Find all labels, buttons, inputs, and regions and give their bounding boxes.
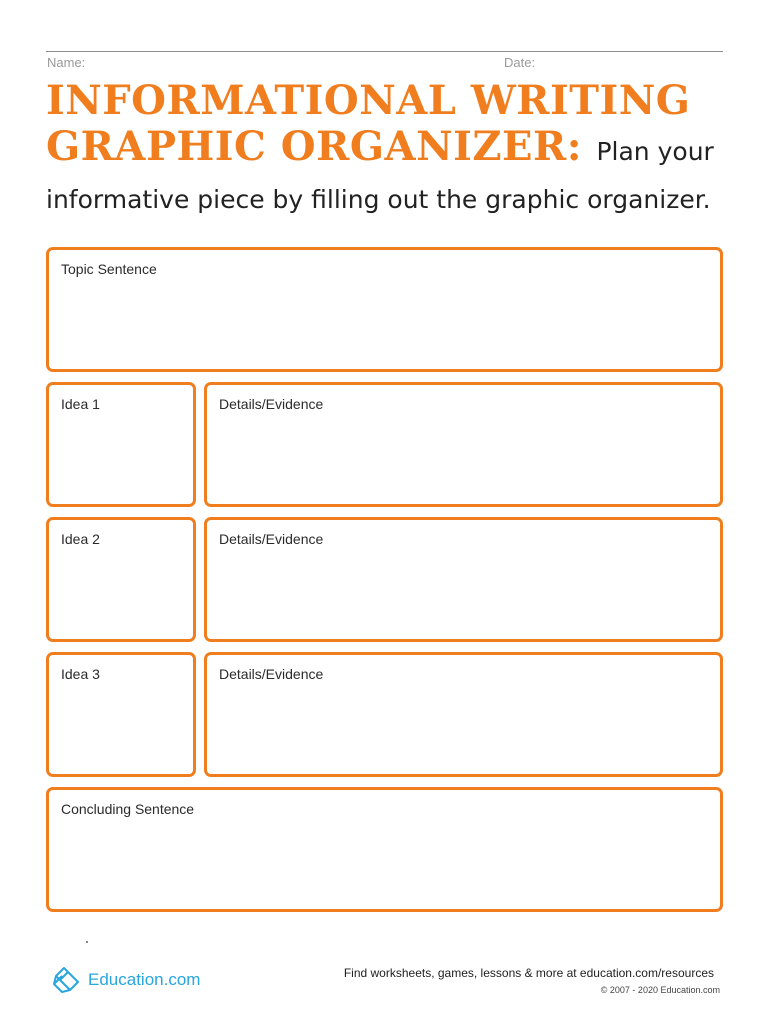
details-2-box[interactable] — [204, 517, 723, 642]
idea-2-box[interactable] — [46, 517, 196, 642]
footer-copyright: © 2007 - 2020 Education.com — [600, 985, 720, 995]
concluding-sentence-box[interactable] — [46, 787, 723, 912]
page-title — [46, 77, 736, 221]
education-logo[interactable] — [52, 962, 200, 998]
idea-1-label: Idea 1 — [61, 396, 100, 412]
footer-resources-text: Find worksheets, games, lessons & more at education.com/resources — [343, 966, 714, 980]
title-line-2: GRAPHIC ORGANIZER: — [46, 123, 583, 170]
title-line-1: INFORMATIONAL WRITING — [46, 77, 691, 124]
idea-2-label: Idea 2 — [61, 531, 100, 547]
idea-3-label: Idea 3 — [61, 666, 100, 682]
idea-1-box[interactable] — [46, 382, 196, 507]
header-rule — [46, 51, 723, 52]
topic-sentence-box[interactable] — [46, 247, 723, 372]
name-label: Name: — [47, 55, 86, 70]
subtitle-inline: Plan your — [596, 137, 714, 166]
idea-3-box[interactable] — [46, 652, 196, 777]
details-1-label: Details/Evidence — [219, 396, 324, 412]
details-2-label: Details/Evidence — [219, 531, 324, 547]
topic-sentence-label: Topic Sentence — [61, 261, 157, 277]
logo-text: Education.com — [88, 970, 201, 989]
concluding-sentence-label: Concluding Sentence — [61, 801, 195, 817]
subtitle-rest: informative piece by filling out the graphic organizer. — [46, 185, 711, 214]
details-1-box[interactable] — [204, 382, 723, 507]
footer-dot — [86, 941, 88, 943]
details-3-box[interactable] — [204, 652, 723, 777]
date-label: Date: — [504, 55, 536, 70]
details-3-label: Details/Evidence — [219, 666, 324, 682]
pencil-stack-icon — [52, 962, 84, 998]
